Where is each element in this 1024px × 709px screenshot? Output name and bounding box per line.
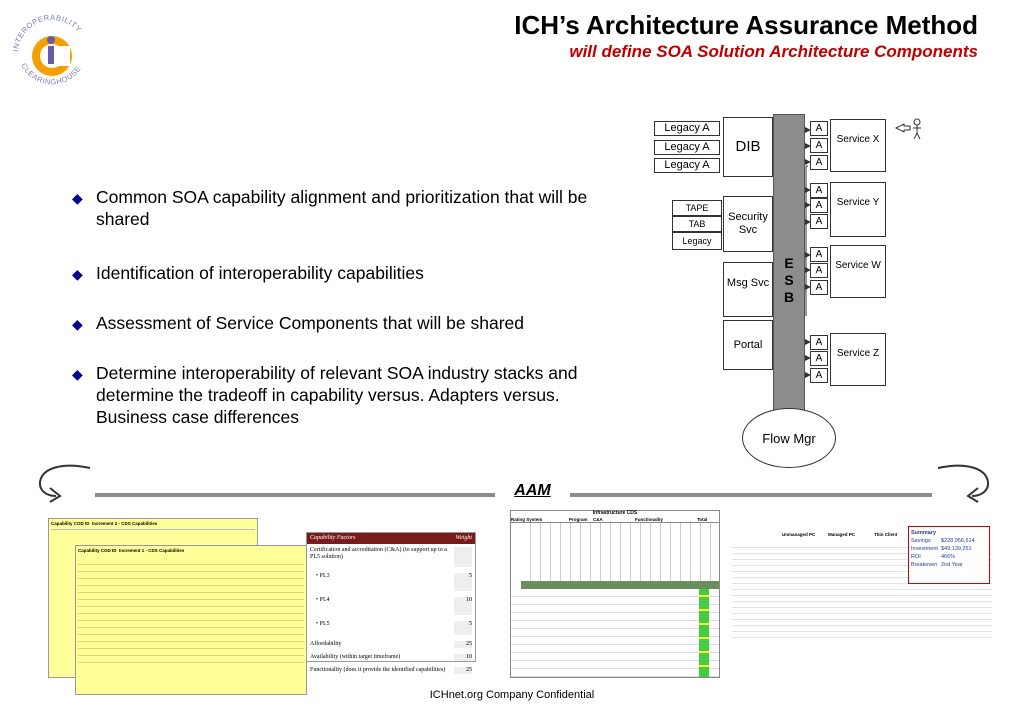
aam-divider-left <box>95 493 495 497</box>
service-x-box: Service X <box>830 119 886 172</box>
messaging-service-box: Msg Svc <box>723 262 773 317</box>
adapter-box: A <box>810 368 828 383</box>
svg-text:INTEROPERABILITY: INTEROPERABILITY <box>11 12 84 53</box>
diamond-bullet-icon: ◆ <box>72 316 83 332</box>
bullet-item: ◆ Common SOA capability alignment and prioritization that will be shared <box>72 187 588 229</box>
legacy-system-box: Legacy A <box>654 121 720 136</box>
service-z-box: Service Z <box>830 333 886 386</box>
bullet-item: ◆ Identification of interoperability capabilities <box>72 263 424 283</box>
adapter-box: A <box>810 198 828 213</box>
bullet-item: ◆ Determine interoperability of relevant SOA industry stacks and determine the tradeoff in capability versus. Adapters versus. Business case differences <box>72 363 578 427</box>
portal-box: Portal <box>723 320 773 370</box>
diamond-bullet-icon: ◆ <box>72 366 83 382</box>
page-subtitle: will define SOA Solution Architecture Components <box>569 42 978 61</box>
security-service-box: Security Svc <box>723 196 773 252</box>
tab-box: TAB <box>672 216 722 232</box>
adapter-box: A <box>810 263 828 278</box>
capability-factors-table: Capability Factors Weight Certification and accreditation (C&A) (to support up to a PL5 solution) • PL3 5 • PL4 10 • PL5 5 Affordability 25 Availability (within target timeframe) 10 Functionality (does it provide the identified capabilities) 25 <box>306 532 476 662</box>
summary-box: Summary Savings $228,956,614 Investment $49,139,251 ROI 466% Breakeven 2nd Year <box>908 526 990 584</box>
diamond-bullet-icon: ◆ <box>72 190 83 206</box>
adapter-box: A <box>810 214 828 229</box>
service-w-box: Service W <box>830 245 886 298</box>
adapter-box: A <box>810 138 828 153</box>
infrastructure-matrix-thumbnail: Infrastructure CDS Rating System Program C&A Functionality Total <box>510 510 720 678</box>
bullet-item: ◆ Assessment of Service Components that will be shared <box>72 313 524 333</box>
cycle-arrow-left-icon <box>32 458 94 502</box>
footer-confidential: ICHnet.org Company Confidential <box>429 689 595 701</box>
dib-box: DIB <box>723 117 773 177</box>
adapter-box: A <box>810 351 828 366</box>
adapter-box: A <box>810 121 828 136</box>
adapter-box: A <box>810 155 828 170</box>
business-case-thumbnail: Unmanaged PC Managed PC Thin Client Summary Savings $228,956,614 Investment $49,139,251 ROI 466% Breakeven 2nd Year <box>732 522 992 678</box>
cycle-arrow-right-icon <box>934 458 996 502</box>
legacy-system-box: Legacy A <box>654 140 720 155</box>
adapter-box: A <box>810 280 828 295</box>
adapter-box: A <box>810 183 828 198</box>
page-title: ICH’s Architecture Assurance Method <box>514 10 978 40</box>
tape-box: TAPE <box>672 200 722 216</box>
ich-logo <box>8 6 96 102</box>
capability-table-thumbnail: Capability COD ID Increment 2 - CDS Capabilities Capability COD ID Increment 1 - CDS Capabilities <box>48 518 258 678</box>
legacy-box: Legacy <box>672 232 722 250</box>
adapter-box: A <box>810 247 828 262</box>
diamond-bullet-icon: ◆ <box>72 266 83 282</box>
svg-text:CLEARINGHOUSE: CLEARINGHOUSE <box>19 61 83 87</box>
adapter-box: A <box>810 335 828 350</box>
user-icon <box>894 118 924 140</box>
aam-divider-right <box>570 493 932 497</box>
esb-label: E S B <box>783 255 795 305</box>
capability-table-overlay: Capability COD ID Increment 1 - CDS Capabilities <box>75 545 307 695</box>
service-y-box: Service Y <box>830 182 886 237</box>
flow-manager-node: Flow Mgr <box>742 408 836 468</box>
legacy-system-box: Legacy A <box>654 158 720 173</box>
aam-label: AAM <box>514 482 551 499</box>
